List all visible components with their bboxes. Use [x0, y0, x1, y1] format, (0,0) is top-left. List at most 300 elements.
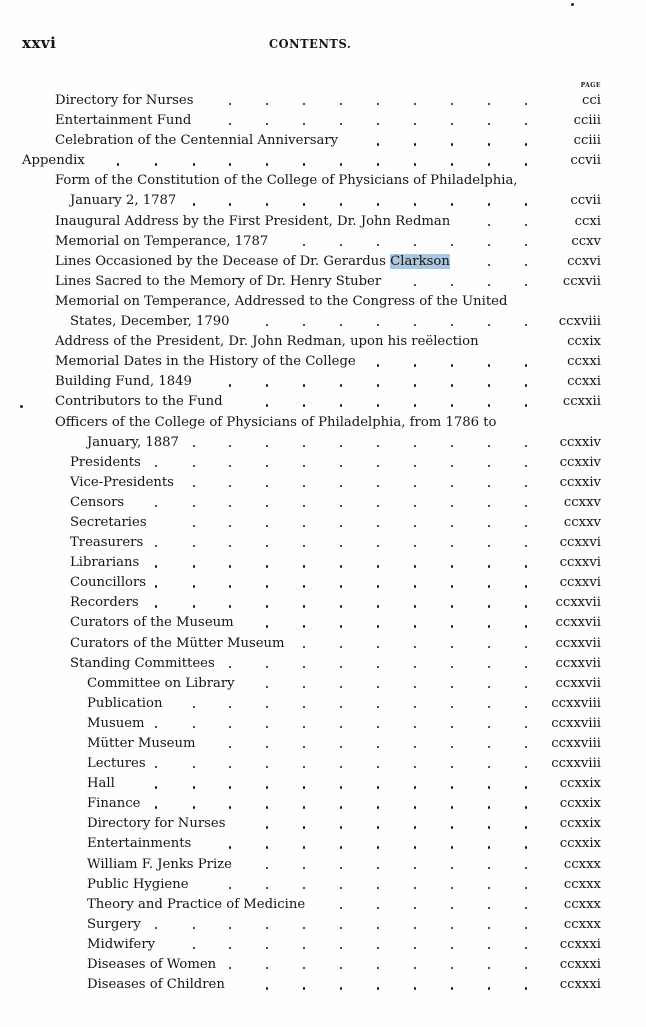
- dot-leader: [303, 203, 305, 205]
- dot-leader: [266, 384, 268, 386]
- dot-leader: [414, 163, 416, 165]
- toc-entry-page: ccxxi: [567, 354, 601, 370]
- dot-leader: [414, 887, 416, 889]
- dot-leader: [340, 907, 342, 909]
- dot-leader: [229, 806, 231, 808]
- toc-entry-title: Musuem: [87, 715, 145, 731]
- dot-leader: [303, 625, 305, 627]
- dot-leader: [488, 605, 490, 607]
- toc-entry-title: Finance: [87, 796, 141, 812]
- toc-entry-title: Lines Sacred to the Memory of Dr. Henry Stuber: [55, 273, 382, 289]
- toc-entry-title: Censors: [70, 494, 125, 510]
- dot-leader: [155, 605, 157, 607]
- dot-leader: [229, 505, 231, 507]
- dot-leader: [229, 123, 231, 125]
- dot-leader: [451, 384, 453, 386]
- dot-leader: [340, 786, 342, 788]
- dot-leader: [525, 846, 527, 848]
- dot-leader: [155, 505, 157, 507]
- toc-entry: [0, 935, 646, 955]
- dot-leader: [525, 404, 527, 406]
- dot-leader: [229, 545, 231, 547]
- dot-leader: [266, 726, 268, 728]
- dot-leader: [340, 324, 342, 326]
- dot-leader: [193, 726, 195, 728]
- dot-leader: [488, 404, 490, 406]
- toc-entry-title: Memorial Dates in the History of the College: [55, 354, 356, 370]
- toc-entry-title: Presidents: [70, 454, 141, 470]
- dot-leader: [414, 565, 416, 567]
- toc-entry: [0, 915, 646, 935]
- toc-entry-title: Appendix: [22, 153, 85, 169]
- dot-leader: [229, 947, 231, 949]
- toc-entry-title: Form of the Constitution of the College of Physicians of Philadelphia,: [55, 173, 518, 189]
- dot-leader: [303, 163, 305, 165]
- dot-leader: [525, 284, 527, 286]
- dot-leader: [414, 585, 416, 587]
- dot-leader: [488, 846, 490, 848]
- dot-leader: [525, 505, 527, 507]
- dot-leader: [377, 726, 379, 728]
- dot-leader: [451, 143, 453, 145]
- dot-leader: [414, 666, 416, 668]
- toc-entry-title: Vice-Presidents: [70, 474, 174, 490]
- dot-leader: [525, 485, 527, 487]
- dot-leader: [266, 525, 268, 527]
- dot-leader: [525, 746, 527, 748]
- dot-leader: [229, 163, 231, 165]
- dot-leader: [377, 746, 379, 748]
- toc-entry-title: Curators of the Museum: [70, 615, 234, 631]
- dot-leader: [451, 987, 453, 989]
- dot-leader: [451, 445, 453, 447]
- dot-leader: [340, 565, 342, 567]
- dot-leader: [488, 505, 490, 507]
- toc-entry-page: ccxxix: [559, 836, 601, 852]
- dot-leader: [525, 203, 527, 205]
- dot-leader: [451, 284, 453, 286]
- dot-leader: [377, 826, 379, 828]
- dot-leader: [488, 927, 490, 929]
- toc-entry-page: ccvii: [570, 193, 601, 209]
- dot-leader: [266, 625, 268, 627]
- dot-leader: [414, 404, 416, 406]
- dot-leader: [451, 525, 453, 527]
- dot-leader: [229, 746, 231, 748]
- toc-entry-page: ccxxxi: [559, 936, 601, 952]
- dot-leader: [229, 565, 231, 567]
- dot-leader: [266, 746, 268, 748]
- dot-leader: [193, 565, 195, 567]
- dot-leader: [414, 384, 416, 386]
- dot-leader: [340, 987, 342, 989]
- dot-leader: [525, 766, 527, 768]
- toc-entry-title-text: Lines Occasioned by the Decease of Dr. Gerardus: [55, 253, 391, 269]
- toc-entry-page: ccxv: [571, 233, 601, 249]
- dot-leader: [340, 505, 342, 507]
- dot-leader: [488, 786, 490, 788]
- page-title: CONTENTS.: [269, 37, 352, 51]
- toc-entry-page: cci: [582, 93, 601, 108]
- toc-entry-page: ccxxvii: [555, 615, 601, 631]
- dot-leader: [377, 384, 379, 386]
- dot-leader: [229, 786, 231, 788]
- dot-leader: [414, 846, 416, 848]
- dot-leader: [229, 605, 231, 607]
- toc-entry: [0, 473, 646, 493]
- dot-leader: [488, 565, 490, 567]
- dot-leader: [266, 967, 268, 969]
- dot-leader: [303, 686, 305, 688]
- toc-entry: [0, 774, 646, 794]
- dot-leader: [525, 445, 527, 447]
- dot-leader: [488, 445, 490, 447]
- dot-leader: [193, 806, 195, 808]
- dot-leader: [303, 465, 305, 467]
- toc-entry: [0, 513, 646, 533]
- dot-leader: [525, 786, 527, 788]
- dot-leader: [377, 465, 379, 467]
- dot-leader: [377, 987, 379, 989]
- dot-leader: [488, 123, 490, 125]
- dot-leader: [414, 605, 416, 607]
- dot-leader: [525, 987, 527, 989]
- toc-entry-page: ccxxviii: [551, 695, 601, 711]
- dot-leader: [193, 505, 195, 507]
- toc-entry: [0, 433, 646, 453]
- dot-leader: [451, 867, 453, 869]
- toc-entry-page: ccxxix: [559, 776, 601, 792]
- dot-leader: [193, 947, 195, 949]
- toc-entry: [0, 714, 646, 734]
- dot-leader: [155, 766, 157, 768]
- dot-leader: [451, 826, 453, 828]
- dot-leader: [525, 143, 527, 145]
- dot-leader: [266, 666, 268, 668]
- dot-leader: [303, 806, 305, 808]
- dot-leader: [414, 646, 416, 648]
- dot-leader: [266, 806, 268, 808]
- dot-leader: [340, 826, 342, 828]
- dot-leader: [229, 103, 231, 105]
- dot-leader: [303, 485, 305, 487]
- dot-leader: [525, 806, 527, 808]
- toc-entry-page: ccvii: [570, 153, 601, 169]
- dot-leader: [525, 244, 527, 246]
- dot-leader: [414, 907, 416, 909]
- dot-leader: [414, 766, 416, 768]
- dot-leader: [414, 203, 416, 205]
- dot-leader: [266, 987, 268, 989]
- toc-entry: [0, 292, 646, 312]
- dot-leader: [340, 244, 342, 246]
- toc-entry-page: ccxxiv: [559, 434, 601, 450]
- dot-leader: [414, 625, 416, 627]
- dot-leader: [377, 605, 379, 607]
- toc-entry-page: ccxxix: [559, 796, 601, 812]
- dot-leader: [193, 927, 195, 929]
- dot-leader: [340, 123, 342, 125]
- dot-leader: [266, 887, 268, 889]
- dot-leader: [377, 445, 379, 447]
- dot-leader: [303, 706, 305, 708]
- dot-leader: [340, 927, 342, 929]
- dot-leader: [340, 726, 342, 728]
- dot-leader: [303, 826, 305, 828]
- dot-leader: [266, 927, 268, 929]
- dot-leader: [414, 445, 416, 447]
- dot-leader: [303, 565, 305, 567]
- dot-leader: [488, 143, 490, 145]
- toc-entry-page: ccxxvii: [555, 595, 601, 611]
- toc-entry: [0, 453, 646, 473]
- dot-leader: [451, 103, 453, 105]
- dot-leader: [377, 927, 379, 929]
- dot-leader: [303, 846, 305, 848]
- dot-leader: [266, 203, 268, 205]
- dot-leader: [488, 967, 490, 969]
- toc-entry-title: Memorial on Temperance, 1787: [55, 233, 269, 249]
- dot-leader: [451, 746, 453, 748]
- dot-leader: [340, 766, 342, 768]
- dot-leader: [488, 867, 490, 869]
- ink-speck: [571, 3, 574, 6]
- dot-leader: [303, 726, 305, 728]
- dot-leader: [155, 927, 157, 929]
- dot-leader: [340, 666, 342, 668]
- dot-leader: [229, 766, 231, 768]
- dot-leader: [488, 465, 490, 467]
- dot-leader: [266, 846, 268, 848]
- dot-leader: [193, 203, 195, 205]
- dot-leader: [155, 465, 157, 467]
- dot-leader: [193, 545, 195, 547]
- toc-entry: [0, 151, 646, 171]
- toc-entry: [0, 91, 646, 111]
- dot-leader: [488, 887, 490, 889]
- dot-leader: [266, 545, 268, 547]
- dot-leader: [303, 867, 305, 869]
- dot-leader: [266, 867, 268, 869]
- dot-leader: [340, 404, 342, 406]
- dot-leader: [266, 686, 268, 688]
- toc-entry-page: ccxxv: [563, 514, 601, 530]
- dot-leader: [266, 505, 268, 507]
- toc-entry-title: Mütter Museum: [87, 736, 196, 751]
- toc-entry-title: Standing Committees: [70, 655, 215, 671]
- dot-leader: [303, 324, 305, 326]
- dot-leader: [377, 364, 379, 366]
- dot-leader: [414, 545, 416, 547]
- dot-leader: [451, 726, 453, 728]
- table-of-contents: [0, 91, 646, 995]
- toc-entry: [0, 975, 646, 995]
- dot-leader: [414, 947, 416, 949]
- dot-leader: [414, 726, 416, 728]
- dot-leader: [488, 585, 490, 587]
- dot-leader: [525, 826, 527, 828]
- dot-leader: [193, 465, 195, 467]
- toc-entry-title: Inaugural Address by the First President, Dr. John Redman: [55, 213, 451, 229]
- toc-entry-page: ccxxxi: [559, 977, 601, 993]
- dot-leader: [525, 384, 527, 386]
- dot-leader: [488, 384, 490, 386]
- dot-leader: [340, 867, 342, 869]
- dot-leader: [414, 103, 416, 105]
- dot-leader: [193, 766, 195, 768]
- dot-leader: [414, 143, 416, 145]
- dot-leader: [155, 585, 157, 587]
- dot-leader: [451, 806, 453, 808]
- dot-leader: [340, 384, 342, 386]
- selected-text-highlight[interactable]: Clarkson: [390, 253, 450, 269]
- dot-leader: [193, 706, 195, 708]
- toc-entry: [0, 814, 646, 834]
- toc-entry: [0, 553, 646, 573]
- dot-leader: [340, 746, 342, 748]
- dot-leader: [303, 244, 305, 246]
- toc-entry-page: ccxxviii: [551, 736, 601, 751]
- dot-leader: [451, 485, 453, 487]
- dot-leader: [377, 525, 379, 527]
- dot-leader: [414, 927, 416, 929]
- dot-leader: [340, 103, 342, 105]
- dot-leader: [377, 806, 379, 808]
- toc-entry-page: ccxvi: [567, 253, 601, 269]
- dot-leader: [377, 867, 379, 869]
- dot-leader: [340, 203, 342, 205]
- dot-leader: [451, 585, 453, 587]
- toc-entry: [0, 674, 646, 694]
- dot-leader: [451, 967, 453, 969]
- toc-entry-page: ccxxx: [563, 896, 601, 912]
- dot-leader: [414, 324, 416, 326]
- dot-leader: [193, 163, 195, 165]
- dot-leader: [488, 163, 490, 165]
- toc-entry-page: ccxxi: [567, 374, 601, 390]
- dot-leader: [451, 666, 453, 668]
- toc-entry-title: Midwifery: [87, 936, 156, 952]
- dot-leader: [451, 203, 453, 205]
- dot-leader: [451, 324, 453, 326]
- dot-leader: [525, 565, 527, 567]
- dot-leader: [193, 786, 195, 788]
- dot-leader: [340, 445, 342, 447]
- dot-leader: [340, 585, 342, 587]
- toc-entry: [0, 694, 646, 714]
- dot-leader: [303, 766, 305, 768]
- toc-entry-title: January, 1887: [87, 434, 179, 450]
- toc-entry-page: ccxxx: [563, 856, 601, 872]
- dot-leader: [488, 746, 490, 748]
- dot-leader: [451, 465, 453, 467]
- dot-leader: [414, 123, 416, 125]
- toc-entry: [0, 332, 646, 352]
- dot-leader: [266, 103, 268, 105]
- dot-leader: [414, 485, 416, 487]
- dot-leader: [488, 726, 490, 728]
- dot-leader: [266, 947, 268, 949]
- dot-leader: [229, 967, 231, 969]
- toc-entry-title: Officers of the College of Physicians of Philadelphia, from 1786 to: [55, 414, 497, 430]
- dot-leader: [377, 686, 379, 688]
- dot-leader: [155, 726, 157, 728]
- dot-leader: [525, 706, 527, 708]
- dot-leader: [266, 565, 268, 567]
- toc-entry-page: ccxxx: [563, 916, 601, 932]
- dot-leader: [266, 786, 268, 788]
- dot-leader: [303, 947, 305, 949]
- dot-leader: [414, 706, 416, 708]
- dot-leader: [266, 123, 268, 125]
- toc-entry: [0, 372, 646, 392]
- dot-leader: [377, 565, 379, 567]
- dot-leader: [414, 525, 416, 527]
- dot-leader: [488, 545, 490, 547]
- toc-entry-title: Directory for Nurses: [87, 816, 226, 832]
- dot-leader: [155, 806, 157, 808]
- toc-entry-page: ccxix: [567, 334, 601, 350]
- dot-leader: [451, 123, 453, 125]
- dot-leader: [229, 887, 231, 889]
- dot-leader: [229, 666, 231, 668]
- toc-entry-title: Lectures: [87, 756, 146, 772]
- dot-leader: [525, 123, 527, 125]
- toc-entry-page: cciii: [573, 133, 601, 149]
- dot-leader: [303, 123, 305, 125]
- toc-entry: [0, 352, 646, 372]
- dot-leader: [303, 786, 305, 788]
- dot-leader: [525, 264, 527, 266]
- dot-leader: [229, 203, 231, 205]
- dot-leader: [377, 766, 379, 768]
- dot-leader: [229, 445, 231, 447]
- dot-leader: [525, 887, 527, 889]
- dot-leader: [229, 927, 231, 929]
- dot-leader: [229, 585, 231, 587]
- toc-entry-title: Diseases of Children: [87, 977, 225, 993]
- toc-entry-page: ccxi: [574, 213, 601, 229]
- dot-leader: [525, 163, 527, 165]
- toc-entry-title: Directory for Nurses: [55, 93, 194, 108]
- dot-leader: [488, 907, 490, 909]
- dot-leader: [303, 525, 305, 527]
- dot-leader: [525, 646, 527, 648]
- dot-leader: [377, 123, 379, 125]
- toc-entry: [0, 875, 646, 895]
- dot-leader: [303, 545, 305, 547]
- toc-entry: [0, 312, 646, 332]
- toc-entry-title: Secretaries: [70, 514, 147, 530]
- dot-leader: [229, 485, 231, 487]
- dot-leader: [488, 244, 490, 246]
- toc-entry-page: cciii: [573, 113, 601, 129]
- dot-leader: [525, 103, 527, 105]
- toc-entry: [0, 111, 646, 131]
- dot-leader: [340, 686, 342, 688]
- toc-entry-title: Councillors: [70, 575, 147, 591]
- dot-leader: [377, 967, 379, 969]
- toc-entry-title: Entertainment Fund: [55, 113, 192, 129]
- dot-leader: [414, 505, 416, 507]
- dot-leader: [266, 324, 268, 326]
- dot-leader: [303, 746, 305, 748]
- dot-leader: [525, 947, 527, 949]
- dot-leader: [451, 404, 453, 406]
- dot-leader: [488, 686, 490, 688]
- dot-leader: [414, 987, 416, 989]
- dot-leader: [488, 203, 490, 205]
